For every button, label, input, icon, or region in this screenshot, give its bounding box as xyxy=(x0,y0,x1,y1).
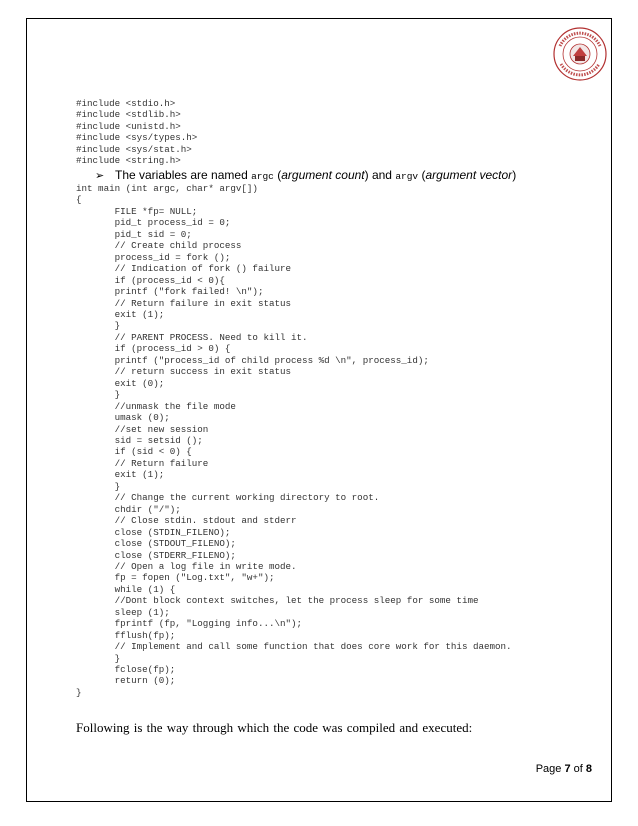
include-line: #include <unistd.h> xyxy=(76,120,181,132)
code-line: // Return failure xyxy=(76,457,209,469)
bullet-note xyxy=(95,168,516,182)
page-number: 7 xyxy=(564,763,571,775)
code-line: //set new session xyxy=(76,423,209,435)
code-line: } xyxy=(76,389,121,401)
code-line: } xyxy=(76,686,82,698)
include-line: #include <sys/stat.h> xyxy=(76,143,192,155)
code-line: } xyxy=(76,320,121,332)
include-block xyxy=(76,98,197,167)
code-line: sleep (1); xyxy=(76,606,170,618)
argc-term: argc xyxy=(251,171,274,182)
code-line: //Dont block context switches, let the process sleep for some time xyxy=(76,595,479,607)
paragraph: Following is the way through which the code was compiled and executed: xyxy=(76,720,473,735)
code-line: // Close stdin. stdout and stderr xyxy=(76,515,297,527)
code-line: close (STDOUT_FILENO); xyxy=(76,538,236,550)
code-line: fclose(fp); xyxy=(76,664,176,676)
code-line: if (process_id > 0) { xyxy=(76,343,231,355)
main-code-block xyxy=(76,183,512,698)
code-line: } xyxy=(76,652,121,664)
code-line: // PARENT PROCESS. Need to kill it. xyxy=(76,331,308,343)
code-line: // return success in exit status xyxy=(76,366,292,378)
code-line: pid_t sid = 0; xyxy=(76,228,192,240)
include-line: #include <stdio.h> xyxy=(76,98,176,109)
code-line: // Indication of fork () failure xyxy=(76,263,292,275)
bullet-text: ) and xyxy=(364,168,396,182)
code-line: // Change the current working directory to root. xyxy=(76,492,380,504)
argc-description: argument count xyxy=(281,168,365,182)
code-line: fp = fopen ("Log.txt", "w+"); xyxy=(76,572,275,584)
code-line: printf ("process_id of child process %d \n", process_id); xyxy=(76,354,429,366)
code-line: if (sid < 0) { xyxy=(76,446,192,458)
code-line: exit (0); xyxy=(76,377,165,389)
code-line: while (1) { xyxy=(76,583,176,595)
code-line: close (STDIN_FILENO); xyxy=(76,526,231,538)
include-line: #include <string.h> xyxy=(76,155,181,167)
page-label: Page xyxy=(535,763,565,775)
code-line: chdir ("/"); xyxy=(76,503,181,515)
arrow-bullet-icon: ➢ xyxy=(95,170,105,182)
code-line: process_id = fork (); xyxy=(76,251,231,263)
code-line: exit (1); xyxy=(76,308,165,320)
code-line: { xyxy=(76,194,82,206)
bullet-text: ( xyxy=(273,168,282,182)
university-seal-logo xyxy=(551,26,609,82)
code-line: fprintf (fp, "Logging info...\n"); xyxy=(76,618,303,630)
code-line: close (STDERR_FILENO); xyxy=(76,549,236,561)
include-line: #include <stdlib.h> xyxy=(76,109,181,121)
code-line: printf ("fork failed! \n"); xyxy=(76,286,264,298)
include-line: #include <sys/types.h> xyxy=(76,132,198,144)
code-line: // Implement and call some function that does core work for this daemon. xyxy=(76,641,512,653)
argv-description: argument vector xyxy=(425,168,513,182)
code-line: return (0); xyxy=(76,675,176,687)
code-line: umask (0); xyxy=(76,412,170,424)
code-line: // Create child process xyxy=(76,240,242,252)
code-line: // Open a log file in write mode. xyxy=(76,560,297,572)
code-line: // Return failure in exit status xyxy=(76,297,292,309)
bullet-text: The variables are named xyxy=(115,168,252,182)
code-line: //unmask the file mode xyxy=(76,400,236,412)
code-line: exit (1); xyxy=(76,469,165,481)
code-line: FILE *fp= NULL; xyxy=(76,205,198,217)
code-line: int main (int argc, char* argv[]) xyxy=(76,183,258,194)
page-footer xyxy=(536,763,592,775)
code-line: if (process_id < 0){ xyxy=(76,274,225,286)
bullet-text: ( xyxy=(418,168,426,182)
code-line: sid = setsid (); xyxy=(76,434,203,446)
page-total: 8 xyxy=(585,763,592,775)
code-line: fflush(fp); xyxy=(76,629,176,641)
code-line: } xyxy=(76,480,121,492)
bullet-text: ) xyxy=(512,168,517,182)
argv-term: argv xyxy=(395,171,419,182)
of-label: of xyxy=(570,763,586,775)
code-line: pid_t process_id = 0; xyxy=(76,217,231,229)
